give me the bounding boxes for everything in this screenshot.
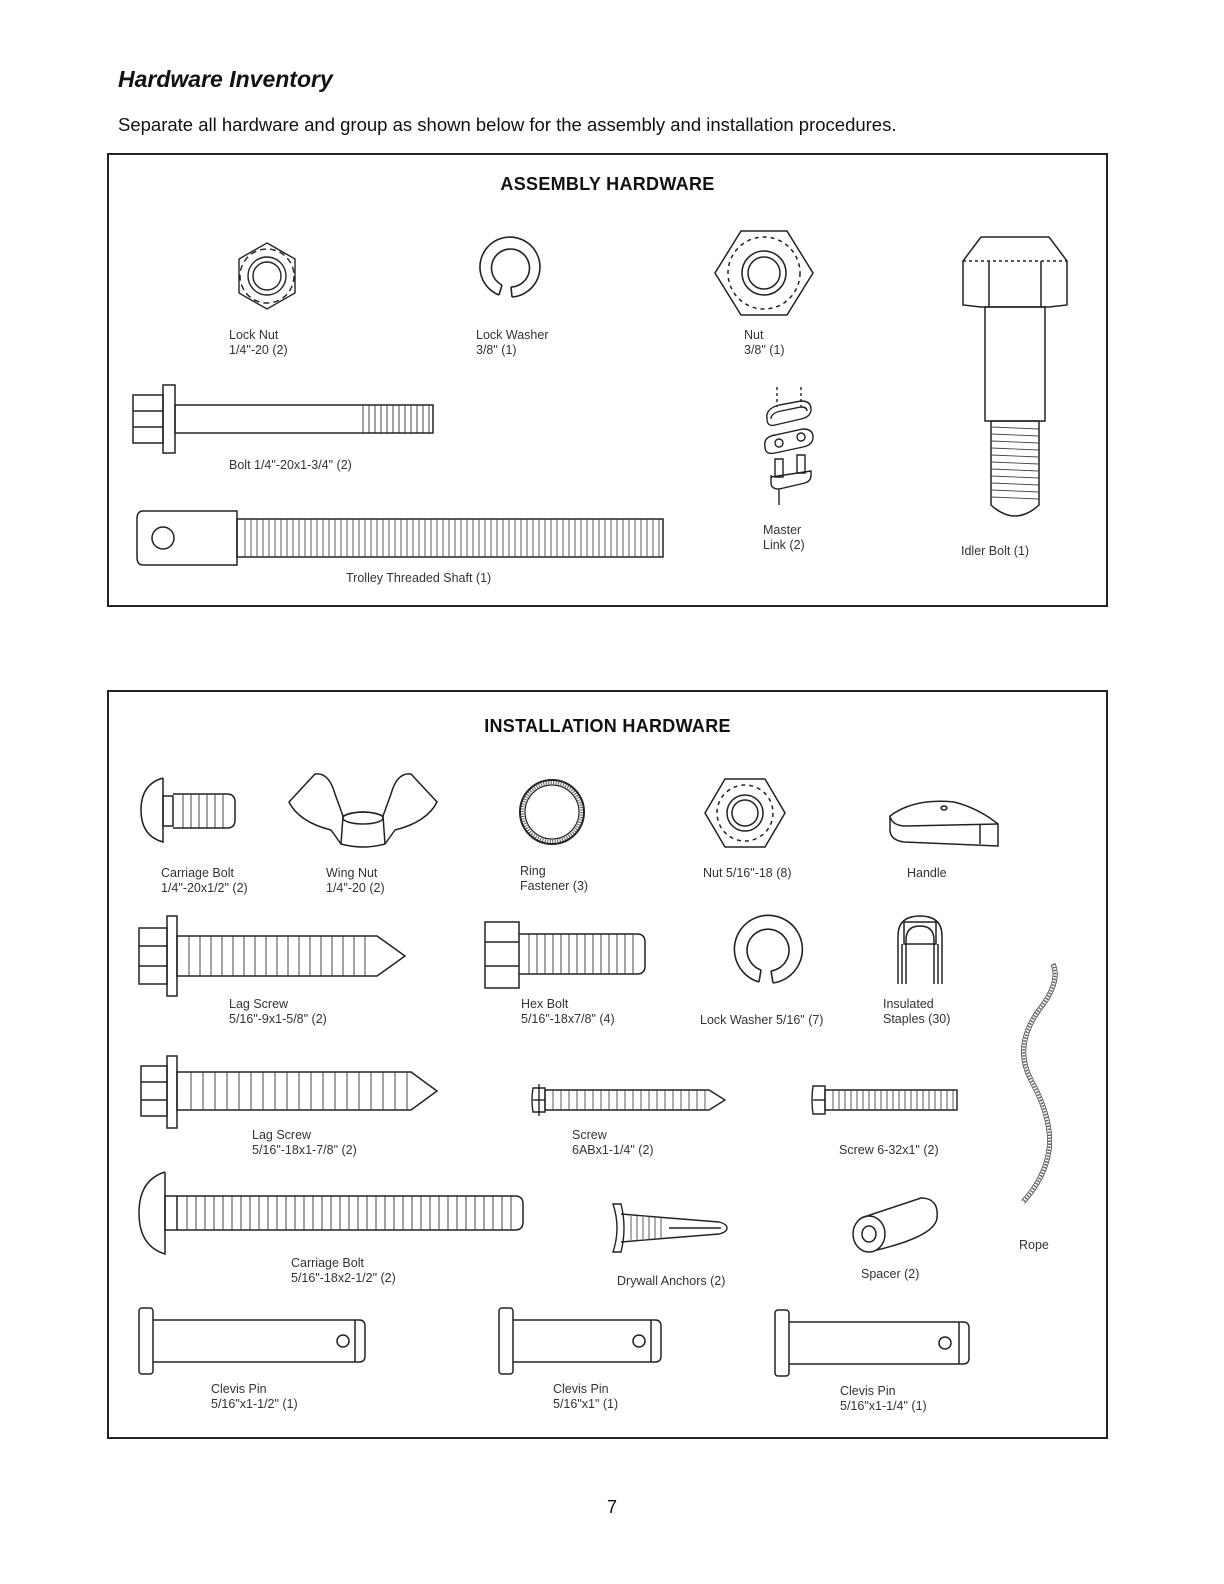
- hex-bolt-illustration: [483, 914, 649, 990]
- clevis-pin-1-label: Clevis Pin 5/16"x1-1/2" (1): [211, 1382, 298, 1411]
- lock-washer-label: Lock Washer 3/8" (1): [476, 328, 549, 357]
- nut-illustration: [707, 227, 819, 319]
- clevis-pin-2-illustration: [497, 1306, 665, 1376]
- drywall-anchor-label: Drywall Anchors (2): [617, 1274, 726, 1288]
- carriage-bolt-large-illustration: [137, 1170, 527, 1256]
- lag-screw-1-label: Lag Screw 5/16"-9x1-5/8" (2): [229, 997, 327, 1026]
- assembly-heading: ASSEMBLY HARDWARE: [500, 174, 715, 194]
- clevis-pin-1-illustration: [137, 1306, 369, 1376]
- rope-label: Rope: [1019, 1238, 1049, 1252]
- carriage-bolt-small-illustration: [139, 776, 239, 844]
- lock-nut-illustration: [217, 239, 317, 315]
- installation-heading: INSTALLATION HARDWARE: [484, 716, 731, 736]
- lock-washer-small-label: Lock Washer 5/16" (7): [700, 1013, 824, 1027]
- carriage-bolt-small-label: Carriage Bolt 1/4"-20x1/2" (2): [161, 866, 248, 895]
- spacer-illustration: [847, 1194, 943, 1254]
- wing-nut-label: Wing Nut 1/4"-20 (2): [326, 866, 385, 895]
- lock-nut-label: Lock Nut 1/4"-20 (2): [229, 328, 288, 357]
- screw-632-label: Screw 6-32x1" (2): [839, 1143, 939, 1157]
- installation-hardware-panel: [107, 690, 1108, 1439]
- bolt-illustration: [131, 383, 441, 453]
- rope-illustration: [1009, 960, 1069, 1210]
- master-link-illustration: [757, 387, 819, 512]
- bolt-label: Bolt 1/4"-20x1-3/4" (2): [229, 458, 352, 472]
- ring-fastener-label: Ring Fastener (3): [520, 864, 589, 893]
- handle-illustration: [884, 796, 1004, 856]
- drywall-anchor-illustration: [609, 1200, 729, 1256]
- ring-fastener-illustration: [514, 770, 590, 852]
- insulated-staples-label: Insulated Staples (30): [883, 997, 951, 1026]
- screw-632-illustration: [809, 1082, 961, 1118]
- lag-screw-2-label: Lag Screw 5/16"-18x1-7/8" (2): [252, 1128, 357, 1157]
- lag-screw-2-illustration: [139, 1054, 441, 1130]
- lag-screw-1-illustration: [137, 912, 409, 1000]
- trolley-threaded-shaft-illustration: [133, 507, 668, 569]
- page-number: 7: [606, 1497, 617, 1517]
- hex-bolt-label: Hex Bolt 5/16"-18x7/8" (4): [521, 997, 615, 1026]
- wing-nut-illustration: [285, 770, 441, 850]
- nut-small-illustration: [701, 776, 789, 850]
- carriage-bolt-large-label: Carriage Bolt 5/16"-18x2-1/2" (2): [291, 1256, 396, 1285]
- insulated-staples-illustration: [892, 914, 948, 986]
- idler-bolt-label: Idler Bolt (1): [961, 544, 1030, 558]
- handle-label: Handle: [907, 866, 947, 880]
- clevis-pin-3-label: Clevis Pin 5/16"x1-1/4" (1): [840, 1384, 927, 1413]
- clevis-pin-3-illustration: [773, 1308, 973, 1378]
- idler-bolt-illustration: [959, 235, 1071, 530]
- page-title: Hardware Inventory: [118, 66, 333, 92]
- trolley-shaft-label: Trolley Threaded Shaft (1): [346, 571, 492, 585]
- nut-small-label: Nut 5/16"-18 (8): [703, 866, 792, 880]
- clevis-pin-2-label: Clevis Pin 5/16"x1" (1): [553, 1382, 619, 1411]
- assembly-hardware-panel: [107, 153, 1108, 607]
- spacer-label: Spacer (2): [861, 1267, 920, 1281]
- master-link-label: Master Link (2): [763, 523, 805, 552]
- lock-washer-illustration: [464, 233, 554, 319]
- lock-washer-small-illustration: [725, 912, 811, 992]
- screw-6ab-label: Screw 6ABx1-1/4" (2): [572, 1128, 654, 1157]
- intro-text: Separate all hardware and group as shown below for the assembly and installation procedures.: [118, 114, 897, 135]
- nut-label: Nut 3/8" (1): [744, 328, 785, 357]
- screw-6ab-illustration: [529, 1082, 729, 1118]
